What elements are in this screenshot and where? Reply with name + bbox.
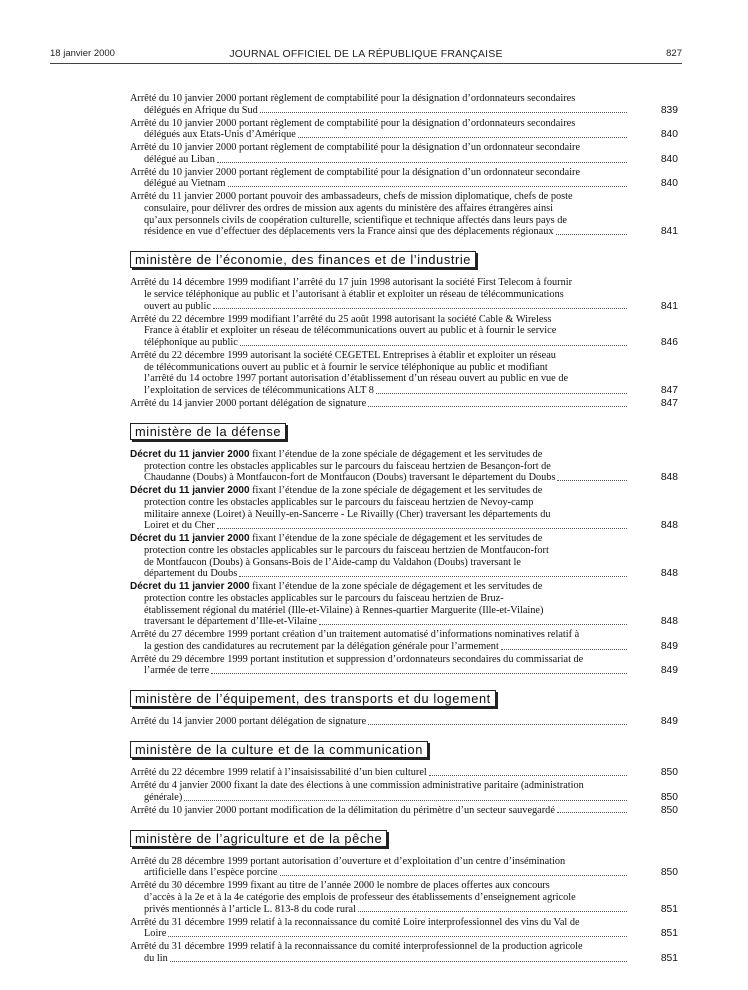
entry-page-number: 850	[660, 767, 678, 779]
entry-line-content: d’accès à la 2e et à la 4e catégorie des emplois de professeur des établissements d’enseignement agricole	[144, 891, 576, 903]
entry-text	[130, 654, 628, 677]
toc-entry	[130, 780, 678, 803]
toc-entry	[130, 93, 678, 116]
entry-line	[130, 215, 628, 227]
entry-line	[130, 337, 628, 349]
entry-line	[130, 203, 628, 215]
entry-page-number: 851	[660, 903, 678, 915]
toc-section	[130, 239, 678, 409]
entry-line	[130, 716, 628, 728]
toc-entry	[130, 350, 678, 397]
entry-line	[130, 226, 628, 238]
entry-line-text	[144, 953, 168, 965]
entry-line-content: Arrêté du 14 décembre 1999 modifiant l’arrêté du 17 juin 1998 autorisant la société First Telecom à fournir	[130, 277, 573, 289]
entry-text	[130, 167, 628, 190]
entry-line	[130, 461, 628, 473]
entry-text	[130, 485, 628, 532]
entry-line	[130, 568, 628, 580]
entry-page-number: 851	[660, 952, 678, 964]
entry-line	[130, 373, 628, 385]
entry-line	[130, 557, 628, 569]
entry-line-content: de télécommunications ouvert au public et à fournir le service téléphonique au public et modifiant	[144, 361, 548, 373]
decree-prefix: Décret du 11 janvier 2000	[130, 485, 250, 497]
dot-leader	[358, 911, 627, 912]
entry-line-content: résidence en vue d’effectuer des déplacements vers la France ainsi que des déplacements régionaux	[144, 226, 554, 238]
entry-line	[130, 325, 628, 337]
entry-line	[130, 917, 628, 929]
entry-line	[130, 398, 628, 410]
entry-text	[130, 780, 628, 803]
toc-entry	[130, 716, 678, 728]
entry-line-content: Arrêté du 29 décembre 1999 portant institution et suppression d’ordonnateurs secondaires du commissariat de	[130, 653, 584, 665]
entry-line-text	[144, 520, 215, 532]
ministry-heading: ministère de l’agriculture et de la pêche	[130, 830, 387, 847]
toc-entry	[130, 880, 678, 915]
entry-line-content: Arrêté du 22 décembre 1999 autorisant la société CEGETEL Entreprises à établir et exploiter un réseau	[130, 349, 556, 361]
entry-line	[130, 167, 628, 179]
toc-section	[130, 818, 678, 965]
entry-text	[130, 191, 628, 238]
dot-leader	[239, 576, 627, 577]
toc-section	[130, 93, 678, 238]
entry-text	[130, 350, 628, 397]
entry-line	[130, 533, 628, 545]
entry-line-content: Arrêté du 14 janvier 2000 portant délégation de signature	[130, 397, 367, 409]
entry-text	[130, 880, 628, 915]
entry-page-number: 848	[660, 568, 678, 580]
entry-line-content: Arrêté du 27 décembre 1999 portant création d’un traitement automatisé d’informations nominatives relatif à	[130, 629, 580, 641]
toc-entry	[130, 398, 678, 410]
entry-line	[130, 485, 628, 497]
entry-line-content: la gestion des candidatures au recrutement par la délégation générale pour l’armement	[144, 640, 499, 652]
page-header	[50, 48, 682, 62]
entry-line-content: privés mentionnés à l’article L. 813-8 du code rural	[144, 903, 356, 915]
dot-leader	[557, 480, 627, 481]
entry-line	[130, 449, 628, 461]
entry-line-content: l’armée de terre	[144, 665, 210, 677]
toc-entry	[130, 118, 678, 141]
entry-line-content: Arrêté du 14 janvier 2000 portant délégation de signature	[130, 716, 367, 728]
toc-entry	[130, 314, 678, 349]
entry-line-content: l’exploitation de services de télécommunications ALT 8	[144, 385, 374, 397]
entry-line-content: Arrêté du 10 janvier 2000 portant règlement de comptabilité pour la désignation d’ordonnateurs secondaires	[130, 93, 576, 104]
entry-line-content: protection contre les obstacles applicables sur le parcours du faisceau hertzien de Besançon-fort de	[144, 460, 551, 472]
ministry-heading: ministère de l’économie, des finances et de l’industrie	[130, 251, 476, 268]
entry-line-content: Arrêté du 22 décembre 1999 relatif à l’insaisissabilité d’un bien culturel	[130, 767, 427, 779]
dot-leader	[260, 112, 627, 113]
toc-entry	[130, 142, 678, 165]
entry-text	[130, 941, 628, 964]
entry-line	[130, 191, 628, 203]
entry-line-content: Chaudanne (Doubs) à Montfaucon-fort de Montfaucon (Doubs) traversant le département du Doubs	[144, 472, 556, 484]
toc-entry	[130, 167, 678, 190]
entry-text	[130, 449, 628, 484]
header-journal-title: JOURNAL OFFICIEL DE LA RÉPUBLIQUE FRANÇAISE	[229, 48, 503, 60]
entry-page-number: 848	[660, 472, 678, 484]
entry-line-content: Arrêté du 31 décembre 1999 relatif à la reconnaissance du comité interprofessionnel de la production agricole	[130, 941, 583, 953]
entry-page-number: 840	[660, 178, 678, 190]
entry-line	[130, 520, 628, 532]
entry-page-number: 849	[660, 640, 678, 652]
ministry-heading: ministère de la culture et de la communication	[130, 741, 428, 758]
entry-page-number: 849	[660, 716, 678, 728]
toc-entry	[130, 767, 678, 779]
header-rule	[50, 63, 682, 64]
dot-leader	[376, 393, 627, 394]
dot-leader	[211, 673, 627, 674]
entry-line	[130, 892, 628, 904]
entry-page-number: 840	[660, 129, 678, 141]
entry-page-number: 848	[660, 520, 678, 532]
entry-page-number: 839	[660, 104, 678, 116]
entry-line-text	[144, 568, 237, 580]
entry-page-number: 847	[660, 385, 678, 397]
entry-line	[130, 641, 628, 653]
entry-line-content: Arrêté du 11 janvier 2000 portant pouvoir des ambassadeurs, chefs de mission diplomatique, chefs de poste	[130, 191, 573, 203]
entry-line-text	[144, 665, 209, 677]
entry-line-text	[144, 641, 499, 653]
toc-entry	[130, 449, 678, 484]
entry-text	[130, 118, 628, 141]
entry-page-number: 850	[660, 804, 678, 816]
entry-page-number: 841	[660, 300, 678, 312]
entry-page-number: 846	[660, 337, 678, 349]
entry-text	[130, 93, 628, 116]
entry-line-content: protection contre les obstacles applicables sur le parcours du faisceau hertzien de Nevoy-camp	[144, 496, 534, 508]
entry-line	[130, 805, 628, 817]
entry-line-text	[144, 154, 215, 166]
entry-line-content: consulaire, pour délivrer des ordres de mission aux agents du ministère des affaires étrangères ainsi	[144, 203, 553, 215]
entry-line	[130, 472, 628, 484]
entry-line	[130, 545, 628, 557]
entry-line-content: qu’aux personnels civils de coopération culturelle, scientifique et technique affectés dans leurs pays de	[144, 214, 567, 226]
entry-line-text	[144, 928, 166, 940]
entry-line-text	[130, 398, 366, 410]
entry-line-content: Arrêté du 10 janvier 2000 portant modification de la délimitation du périmètre d’un secteur sauvegardé	[130, 804, 555, 816]
entry-line-content: téléphonique au public	[144, 337, 238, 349]
toc-entry	[130, 533, 678, 580]
dot-leader	[429, 775, 627, 776]
toc-section	[130, 729, 678, 816]
entry-line-content: délégué au Vietnam	[144, 178, 226, 190]
entry-line	[130, 509, 628, 521]
entry-line-content: délégué au Liban	[144, 153, 215, 165]
decree-prefix: Décret du 11 janvier 2000	[130, 533, 250, 545]
entry-line	[130, 581, 628, 593]
toc-entry	[130, 581, 678, 628]
toc-entry	[130, 941, 678, 964]
dot-leader	[368, 724, 627, 725]
entry-line-content: Arrêté du 28 décembre 1999 portant autorisation d’ouverture et d’exploitation d’un centre d’insémination	[130, 855, 566, 867]
dot-leader	[240, 345, 627, 346]
entry-line-content: France à établir et exploiter un réseau de télécommunications ouvert au public et à fournir le service	[144, 325, 557, 337]
entry-line-content: de Montfaucon (Doubs) à Gonsans-Bois de l’Aide-camp du Valdahon (Doubs) traversant le	[144, 556, 521, 568]
entry-text	[130, 277, 628, 312]
entry-line-content: le service téléphonique au public et l’autorisant à établir et exploiter un réseau de télécommunications	[144, 289, 564, 301]
toc-entry	[130, 805, 678, 817]
entry-text	[130, 856, 628, 879]
entry-line-content: fixant l’étendue de la zone spéciale de dégagement et les servitudes de	[249, 485, 543, 497]
entry-line-content: l’arrêté du 14 octobre 1997 portant autorisation d’établissement d’un réseau ouvert au public en vue de	[144, 373, 569, 385]
entry-line-content: établissement régional du matériel (Ille-et-Vilaine) à Rennes-quartier Marguerite (Ille-et-Vilaine)	[144, 604, 544, 616]
entry-line	[130, 665, 628, 677]
entry-line-content: artificielle dans l’espèce porcine	[144, 867, 278, 879]
entry-line-content: protection contre les obstacles applicables sur le parcours du faisceau hertzien de Bruz-	[144, 592, 504, 604]
entry-text	[130, 805, 628, 817]
dot-leader	[170, 961, 627, 962]
entry-line	[130, 118, 628, 130]
dot-leader	[319, 624, 627, 625]
entry-line	[130, 178, 628, 190]
dot-leader	[280, 875, 627, 876]
decree-prefix: Décret du 11 janvier 2000	[130, 448, 250, 460]
entry-line-content: délégués en Afrique du Sud	[144, 104, 258, 116]
toc-entry	[130, 277, 678, 312]
entry-line-content: générale)	[144, 791, 183, 803]
dot-leader	[168, 936, 627, 937]
entry-line-text	[144, 337, 238, 349]
entry-line-content: militaire annexe (Loiret) à Neuilly-en-Sancerre - Le Rivailly (Cher) traversant les départements du	[144, 508, 551, 520]
entry-line-text	[144, 385, 374, 397]
entry-line	[130, 605, 628, 617]
entry-page-number: 849	[660, 665, 678, 677]
entry-line	[130, 953, 628, 965]
toc-entry	[130, 917, 678, 940]
entry-text	[130, 917, 628, 940]
entry-line-text	[130, 716, 366, 728]
dot-leader	[213, 308, 627, 309]
entry-line	[130, 362, 628, 374]
entry-line-text	[144, 105, 258, 117]
entry-text	[130, 142, 628, 165]
entry-text	[130, 716, 628, 728]
entry-line	[130, 616, 628, 628]
entry-line-text	[144, 792, 182, 804]
decree-prefix: Décret du 11 janvier 2000	[130, 581, 250, 593]
entry-line	[130, 792, 628, 804]
entry-line-content: fixant l’étendue de la zone spéciale de dégagement et les servitudes de	[249, 448, 543, 460]
entry-line-text	[144, 472, 555, 484]
entry-line	[130, 154, 628, 166]
entry-text	[130, 314, 628, 349]
entry-line-text	[144, 904, 356, 916]
entry-line-content: Loiret et du Cher	[144, 520, 215, 532]
entry-line-content: Arrêté du 30 décembre 1999 fixant au titre de l’année 2000 le nombre de places offertes aux concours	[130, 880, 550, 892]
entry-page-number: 847	[660, 397, 678, 409]
entry-page-number: 850	[660, 791, 678, 803]
toc-section	[130, 678, 678, 728]
dot-leader	[368, 406, 627, 407]
entry-line-text	[144, 867, 278, 879]
entry-line-text	[144, 616, 317, 628]
entry-page-number: 841	[660, 226, 678, 238]
dot-leader	[298, 137, 627, 138]
entry-line-content: du lin	[144, 952, 168, 964]
entry-line-content: délégués aux Etats-Unis d’Amérique	[144, 129, 296, 141]
entry-line	[130, 289, 628, 301]
entry-text	[130, 767, 628, 779]
dot-leader	[217, 162, 627, 163]
entry-line	[130, 941, 628, 953]
toc-entry	[130, 485, 678, 532]
toc-entry	[130, 654, 678, 677]
entry-line	[130, 497, 628, 509]
entry-line	[130, 904, 628, 916]
entry-line	[130, 314, 628, 326]
toc-entry	[130, 629, 678, 652]
dot-leader	[228, 186, 627, 187]
ministry-heading: ministère de la défense	[130, 423, 286, 440]
entry-line-text	[144, 129, 296, 141]
dot-leader	[217, 528, 627, 529]
entry-line	[130, 93, 628, 105]
entry-line	[130, 277, 628, 289]
entry-page-number: 848	[660, 616, 678, 628]
entry-text	[130, 533, 628, 580]
ministry-heading: ministère de l’équipement, des transports et du logement	[130, 690, 496, 707]
entry-line	[130, 350, 628, 362]
entry-line-text	[144, 178, 226, 190]
dot-leader	[501, 649, 627, 650]
toc-section	[130, 411, 678, 677]
entry-line-text	[130, 805, 555, 817]
entry-line	[130, 105, 628, 117]
header-page-number: 827	[666, 48, 682, 59]
entry-line	[130, 654, 628, 666]
entry-line-content: Arrêté du 22 décembre 1999 modifiant l’arrêté du 25 août 1998 autorisant la société Cable & Wireless	[130, 313, 552, 325]
dot-leader	[184, 800, 627, 801]
entry-line-content: Arrêté du 10 janvier 2000 portant règlement de comptabilité pour la désignation d’un ordonnateur secondaire	[130, 166, 581, 178]
entry-line	[130, 880, 628, 892]
table-of-contents	[130, 93, 678, 966]
entry-line-content: département du Doubs	[144, 568, 238, 580]
entry-line	[130, 593, 628, 605]
entry-line-content: fixant l’étendue de la zone spéciale de dégagement et les servitudes de	[249, 581, 543, 593]
entry-line-text	[144, 301, 211, 313]
dot-leader	[557, 812, 627, 813]
entry-line	[130, 142, 628, 154]
toc-entry	[130, 856, 678, 879]
entry-line-text	[144, 226, 554, 238]
entry-line	[130, 867, 628, 879]
entry-line-content: fixant l’étendue de la zone spéciale de dégagement et les servitudes de	[249, 533, 543, 545]
entry-line-content: ouvert au public	[144, 300, 211, 312]
entry-line-content: traversant le département d’Ille-et-Vilaine	[144, 616, 317, 628]
toc-entry	[130, 191, 678, 238]
entry-line	[130, 385, 628, 397]
entry-line	[130, 767, 628, 779]
entry-line	[130, 856, 628, 868]
entry-line-content: Arrêté du 10 janvier 2000 portant règlement de comptabilité pour la désignation d’un ordonnateur secondaire	[130, 142, 581, 154]
entry-line	[130, 780, 628, 792]
entry-text	[130, 629, 628, 652]
entry-page-number: 851	[660, 928, 678, 940]
header-date: 18 janvier 2000	[50, 48, 115, 59]
entry-line-content: Arrêté du 4 janvier 2000 fixant la date des élections à une commission administrative paritaire (administration	[130, 780, 584, 792]
entry-line-content: Arrêté du 10 janvier 2000 portant règlement de comptabilité pour la désignation d’ordonnateurs secondaires	[130, 117, 576, 129]
entry-page-number: 850	[660, 867, 678, 879]
entry-line	[130, 629, 628, 641]
entry-text	[130, 398, 628, 410]
entry-text	[130, 581, 628, 628]
entry-line	[130, 928, 628, 940]
entry-line-content: Loire	[144, 928, 167, 940]
entry-line	[130, 129, 628, 141]
entry-line-text	[130, 767, 427, 779]
entry-line-content: Arrêté du 31 décembre 1999 relatif à la reconnaissance du comité Loire interprofessionnel des vins du Val de	[130, 916, 580, 928]
entry-page-number: 840	[660, 153, 678, 165]
entry-line	[130, 301, 628, 313]
dot-leader	[556, 234, 627, 235]
entry-line-content: protection contre les obstacles applicables sur le parcours du faisceau hertzien de Montfaucon-fort	[144, 544, 549, 556]
